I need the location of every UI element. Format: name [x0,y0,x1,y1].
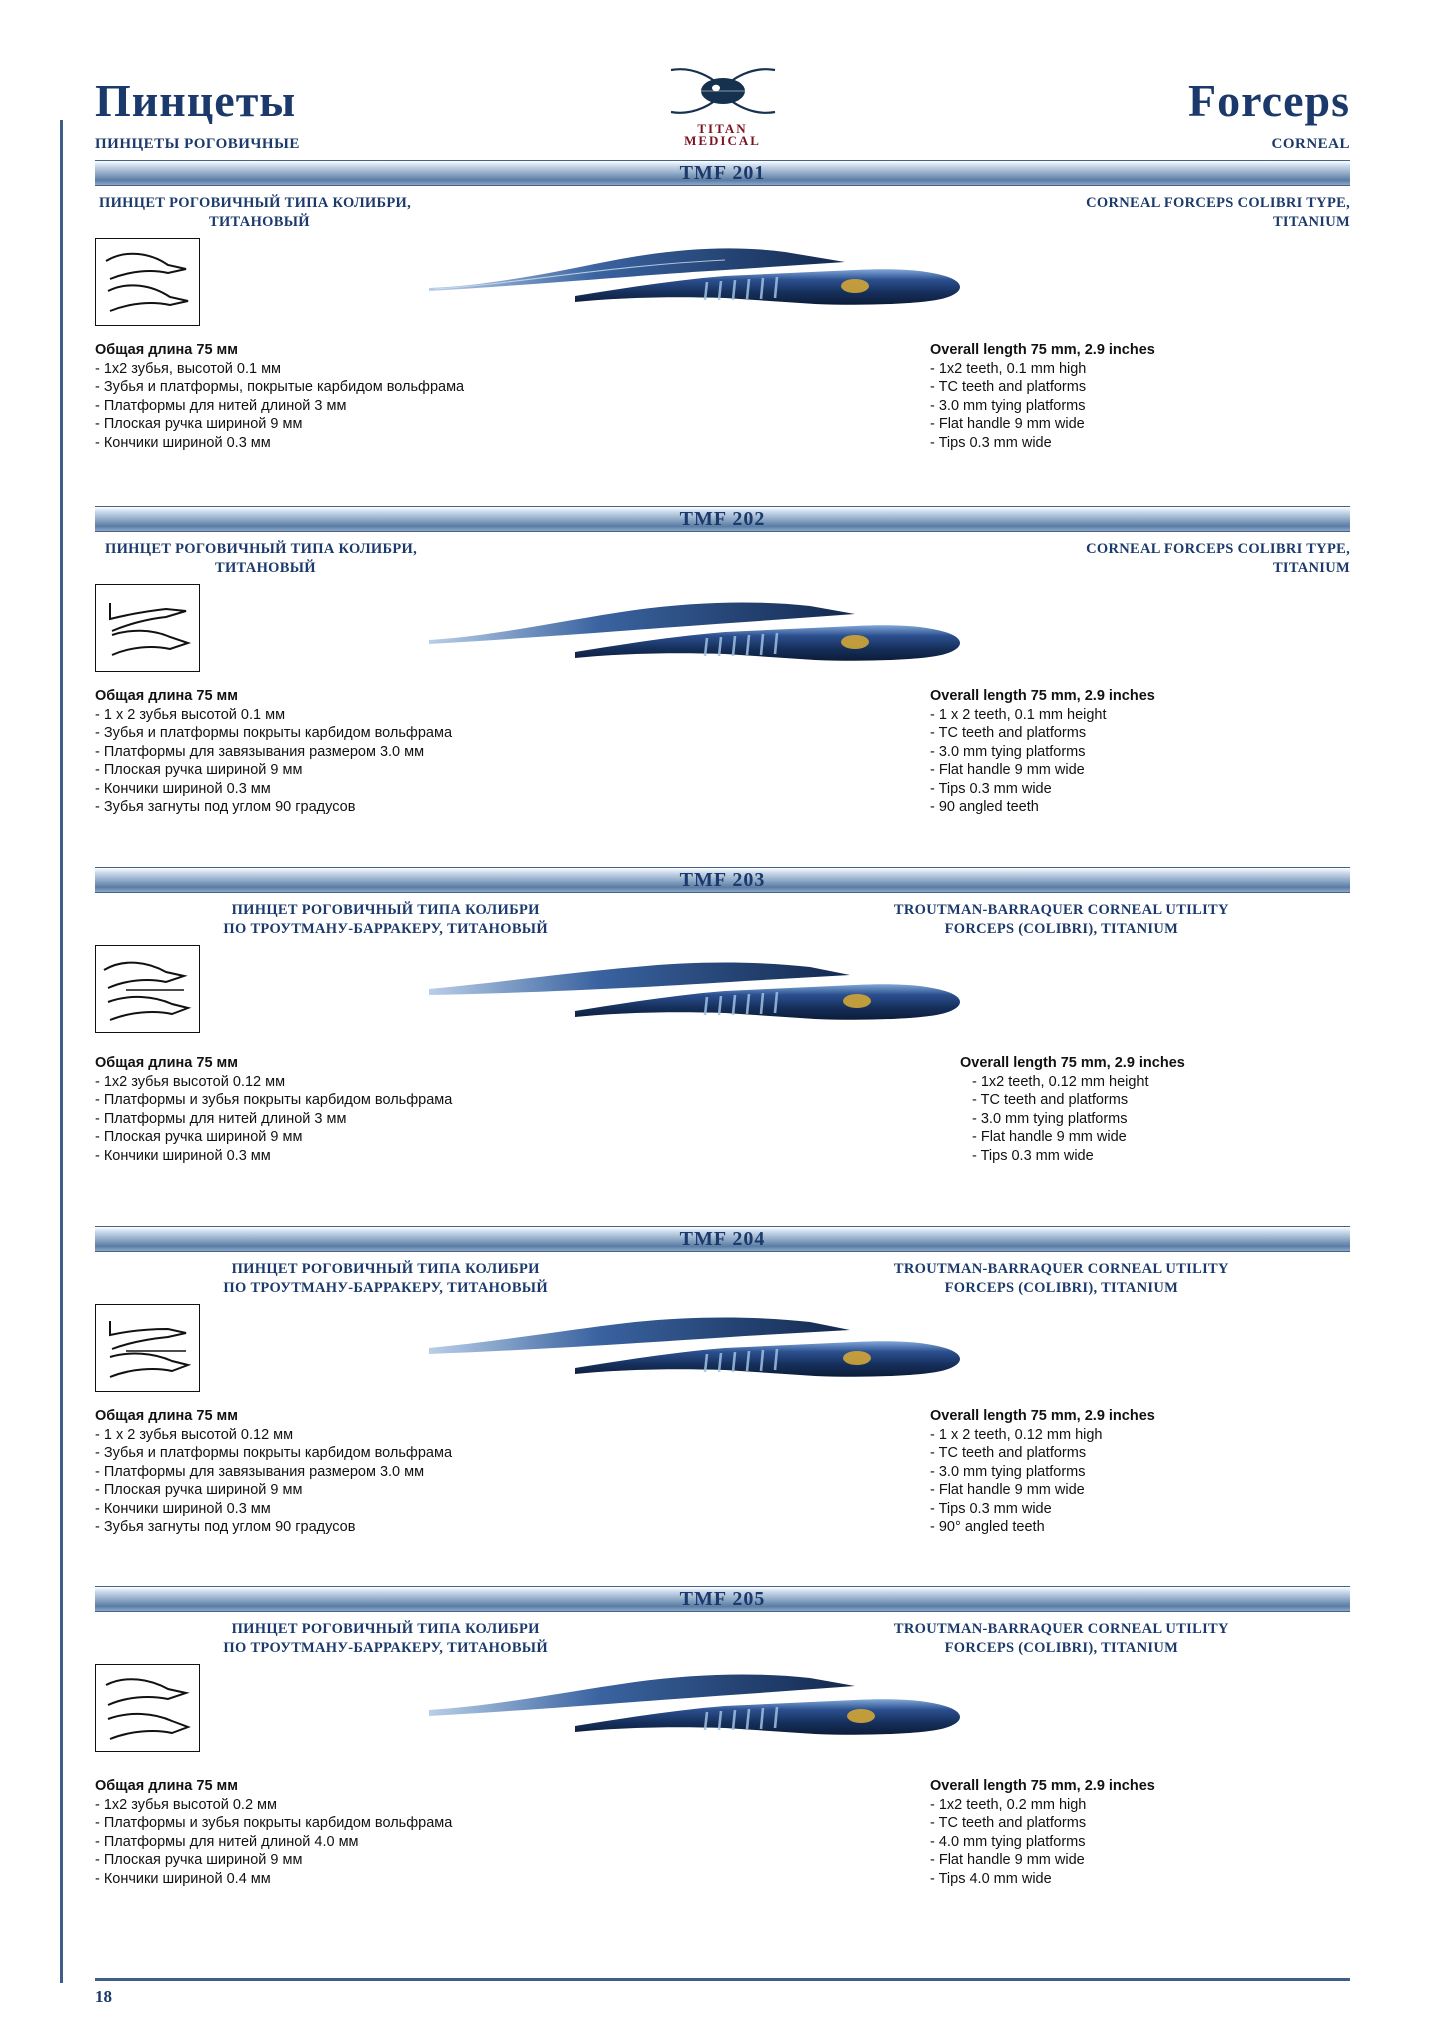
product-title-ru-3: ПИНЦЕТ РОГОВИЧНЫЙ ТИПА КОЛИБРИ ПО ТРОУТМАНУ-БАРРАКЕРУ, ТИТАНОВЫЙ [223,1261,548,1296]
product-spec-en-1: Overall length 75 mm, 2.9 inches - 1 x 2 teeth, 0.1 mm height - TC teeth and platforms - 3.0 mm tying platforms - Flat handle 9 mm wide - Tips 0.3 mm wide - 90 angled teeth [930,687,1350,817]
product-photo-1 [425,592,985,687]
product-title-en-2: TROUTMAN-BARRAQUER CORNEAL UTILITY FORCEPS (COLIBRI), TITANIUM [893,902,1229,937]
product-title-ru-2: ПИНЦЕТ РОГОВИЧНЫЙ ТИПА КОЛИБРИ ПО ТРОУТМАНУ-БАРРАКЕРУ, ТИТАНОВЫЙ [223,902,548,937]
logo-wordmark [643,123,803,147]
product-title-ru-0: ПИНЦЕТ РОГОВИЧНЫЙ ТИПА КОЛИБРИ, ТИТАНОВЫЙ [99,195,412,230]
spec-list-ru-0: - 1x2 зубья, высотой 0.1 мм - Зубья и платформы, покрытые карбидом вольфрама - Платформы для нитей длиной 3 мм - Плоская ручка шириной 9 мм - Кончики шириной 0.3 мм [95,360,465,451]
spec-list-ru-2: - 1x2 зубья высотой 0.12 мм - Платформы и зубья покрыты карбидом вольфрама - Платформы для нитей длиной 3 мм - Плоская ручка шириной 9 мм - Кончики шириной 0.3 мм [95,1073,453,1164]
logo-line-1: TITAN [697,121,748,136]
product-block-tmf-204 [95,1252,1350,1584]
spec-list-en-2: - 1x2 teeth, 0.12 mm height - TC teeth and platforms - 3.0 mm tying platforms - Flat handle 9 mm wide - Tips 0.3 mm wide [972,1073,1149,1164]
product-photo-3 [425,1306,985,1401]
product-spec-ru-2: Общая длина 75 мм - 1x2 зубья высотой 0.12 мм - Платформы и зубья покрыты карбидом вольфрама - Платформы для нитей длиной 3 мм - Плоская ручка шириной 9 мм - Кончики шириной 0.3 мм [95,1054,695,1165]
page-title-ru: Пинцеты [95,75,297,126]
product-photo-2 [425,949,985,1044]
product-code-4: TMF 205 [679,1587,766,1610]
page-subtitle-ru: ПИНЦЕТЫ РОГОВИЧНЫЕ [95,136,300,152]
product-code-0: TMF 201 [679,161,766,184]
product-code-1: TMF 202 [679,507,766,530]
section-bar-tmf-202 [95,506,1350,532]
logo-mark-icon [663,60,783,122]
product-title-en-1: CORNEAL FORCEPS COLIBRI TYPE, TITANIUM [1086,541,1350,576]
product-spec-ru-4: Общая длина 75 мм - 1x2 зубья высотой 0.2 мм - Платформы и зубья покрыты карбидом вольфрама - Платформы для нитей длиной 4.0 мм - Плоская ручка шириной 9 мм - Кончики шириной 0.4 мм [95,1777,695,1888]
product-block-tmf-202 [95,532,1350,865]
product-title-en-4: TROUTMAN-BARRAQUER CORNEAL UTILITY FORCEPS (COLIBRI), TITANIUM [893,1621,1229,1656]
page-number: 18 [95,1987,112,2006]
product-code-2: TMF 203 [679,868,766,891]
product-spec-ru-0: Общая длина 75 мм - 1x2 зубья, высотой 0.1 мм - Зубья и платформы, покрытые карбидом вольфрама - Платформы для нитей длиной 3 мм - Плоская ручка шириной 9 мм - Кончики шириной 0.3 мм [95,341,695,452]
product-spec-en-2: Overall length 75 mm, 2.9 inches - 1x2 teeth, 0.12 mm height - TC teeth and platforms - 3.0 mm tying platforms - Flat handle 9 mm wide - Tips 0.3 mm wide [930,1054,1350,1165]
spec-list-ru-3: - 1 x 2 зубья высотой 0.12 мм - Зубья и платформы покрыты карбидом вольфрама - Платформы для завязывания размером 3.0 мм - Плоская ручка шириной 9 мм - Кончики шириной 0.3 мм - Зубья загнуты под углом 90 градусов [95,1426,453,1535]
page-subtitle-en: CORNEAL [1271,136,1350,152]
page-footer [95,1978,1350,2007]
product-title-en-3: TROUTMAN-BARRAQUER CORNEAL UTILITY FORCEPS (COLIBRI), TITANIUM [893,1261,1229,1296]
section-bar-tmf-201 [95,160,1350,186]
left-margin-rule [60,120,63,1983]
product-photo-0 [425,236,985,331]
section-bar-tmf-204 [95,1226,1350,1252]
section-bar-tmf-203 [95,867,1350,893]
spec-list-en-0: - 1x2 teeth, 0.1 mm high - TC teeth and platforms - 3.0 mm tying platforms - Flat handle 9 mm wide - Tips 0.3 mm wide [930,360,1087,451]
product-spec-en-0: Overall length 75 mm, 2.9 inches - 1x2 teeth, 0.1 mm high - TC teeth and platforms - 3.0 mm tying platforms - Flat handle 9 mm wide - Tips 0.3 mm wide [930,341,1350,452]
product-block-tmf-201 [95,186,1350,504]
product-spec-en-3: Overall length 75 mm, 2.9 inches - 1 x 2 teeth, 0.12 mm high - TC teeth and platforms - 3.0 mm tying platforms - Flat handle 9 mm wide - Tips 0.3 mm wide - 90° angled teeth [930,1407,1350,1537]
page-header [95,50,1350,158]
spec-list-en-1: - 1 x 2 teeth, 0.1 mm height - TC teeth and platforms - 3.0 mm tying platforms - Flat handle 9 mm wide - Tips 0.3 mm wide - 90 angled teeth [930,706,1107,815]
spec-list-ru-4: - 1x2 зубья высотой 0.2 мм - Платформы и зубья покрыты карбидом вольфрама - Платформы для нитей длиной 4.0 мм - Плоская ручка шириной 9 мм - Кончики шириной 0.4 мм [95,1796,453,1887]
product-diagram-4 [95,1664,200,1752]
product-block-tmf-203 [95,893,1350,1224]
spec-list-en-4: - 1x2 teeth, 0.2 mm high - TC teeth and platforms - 4.0 mm tying platforms - Flat handle 9 mm wide - Tips 4.0 mm wide [930,1796,1087,1887]
product-diagram-2 [95,945,200,1033]
product-photo-4 [425,1664,985,1759]
product-title-ru-4: ПИНЦЕТ РОГОВИЧНЫЙ ТИПА КОЛИБРИ ПО ТРОУТМАНУ-БАРРАКЕРУ, ТИТАНОВЫЙ [223,1621,548,1656]
product-diagram-3 [95,1304,200,1392]
page-title-en: Forceps [1187,75,1350,126]
product-title-en-0: CORNEAL FORCEPS COLIBRI TYPE, TITANIUM [1086,195,1350,230]
logo-line-2: MEDICAL [684,133,761,148]
spec-list-ru-1: - 1 x 2 зубья высотой 0.1 мм - Зубья и платформы покрыты карбидом вольфрама - Платформы для завязывания размером 3.0 мм - Плоская ручка шириной 9 мм - Кончики шириной 0.3 мм - Зубья загнуты под углом 90 градусов [95,706,453,815]
product-block-tmf-205 [95,1612,1350,1912]
product-spec-ru-1: Общая длина 75 мм - 1 x 2 зубья высотой 0.1 мм - Зубья и платформы покрыты карбидом вольфрама - Платформы для завязывания размером 3.0 мм - Плоская ручка шириной 9 мм - Кончики шириной 0.3 мм - Зубья загнуты под углом 90 градусов [95,687,695,817]
section-bar-tmf-205 [95,1586,1350,1612]
product-spec-en-4: Overall length 75 mm, 2.9 inches - 1x2 teeth, 0.2 mm high - TC teeth and platforms - 4.0 mm tying platforms - Flat handle 9 mm wide - Tips 4.0 mm wide [930,1777,1350,1888]
titan-medical-logo [643,60,803,156]
product-spec-ru-3: Общая длина 75 мм - 1 x 2 зубья высотой 0.12 мм - Зубья и платформы покрыты карбидом вольфрама - Платформы для завязывания размером 3.0 мм - Плоская ручка шириной 9 мм - Кончики шириной 0.3 мм - Зубья загнуты под углом 90 градусов [95,1407,695,1537]
spec-list-en-3: - 1 x 2 teeth, 0.12 mm high - TC teeth and platforms - 3.0 mm tying platforms - Flat handle 9 mm wide - Tips 0.3 mm wide - 90° angled teeth [930,1426,1103,1535]
product-title-ru-1: ПИНЦЕТ РОГОВИЧНЫЙ ТИПА КОЛИБРИ, ТИТАНОВЫЙ [105,541,418,576]
product-diagram-1 [95,584,200,672]
product-diagram-0 [95,238,200,326]
product-code-3: TMF 204 [679,1227,766,1250]
